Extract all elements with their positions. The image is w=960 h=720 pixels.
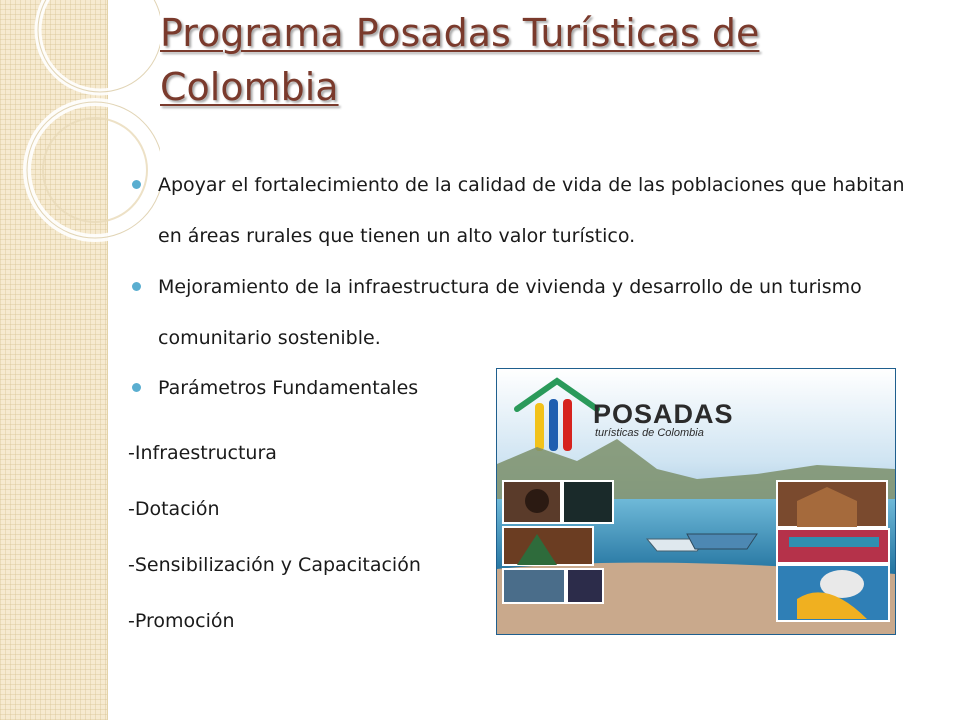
logo-subtitle: turísticas de Colombia	[595, 427, 704, 439]
parameter-item: -Sensibilización y Capacitación	[128, 554, 421, 576]
bullet-item	[130, 160, 920, 262]
parameter-item: -Dotación	[128, 498, 220, 520]
logo-name: POSADAS	[593, 399, 734, 429]
bullet-text: Apoyar el fortalecimiento de la calidad de vida de las poblaciones que habitan en áreas rurales que tienen un alto valor turístico.	[158, 174, 905, 247]
parameter-list	[128, 425, 421, 649]
bullet-text: Mejoramiento de la infraestructura de vivienda y desarrollo de un turismo comunitario sostenible.	[158, 276, 862, 349]
bullet-dot-icon	[132, 383, 141, 392]
parameter-item: -Promoción	[128, 610, 235, 632]
posadas-poster-image	[496, 368, 896, 635]
bullet-dot-icon	[132, 180, 141, 189]
bullet-text: Parámetros Fundamentales	[158, 377, 419, 399]
bullet-dot-icon	[132, 282, 141, 291]
slide-title: Programa Posadas Turísticas de Colombia	[160, 11, 760, 109]
bullet-item	[130, 262, 920, 364]
parameter-item: -Infraestructura	[128, 442, 277, 464]
